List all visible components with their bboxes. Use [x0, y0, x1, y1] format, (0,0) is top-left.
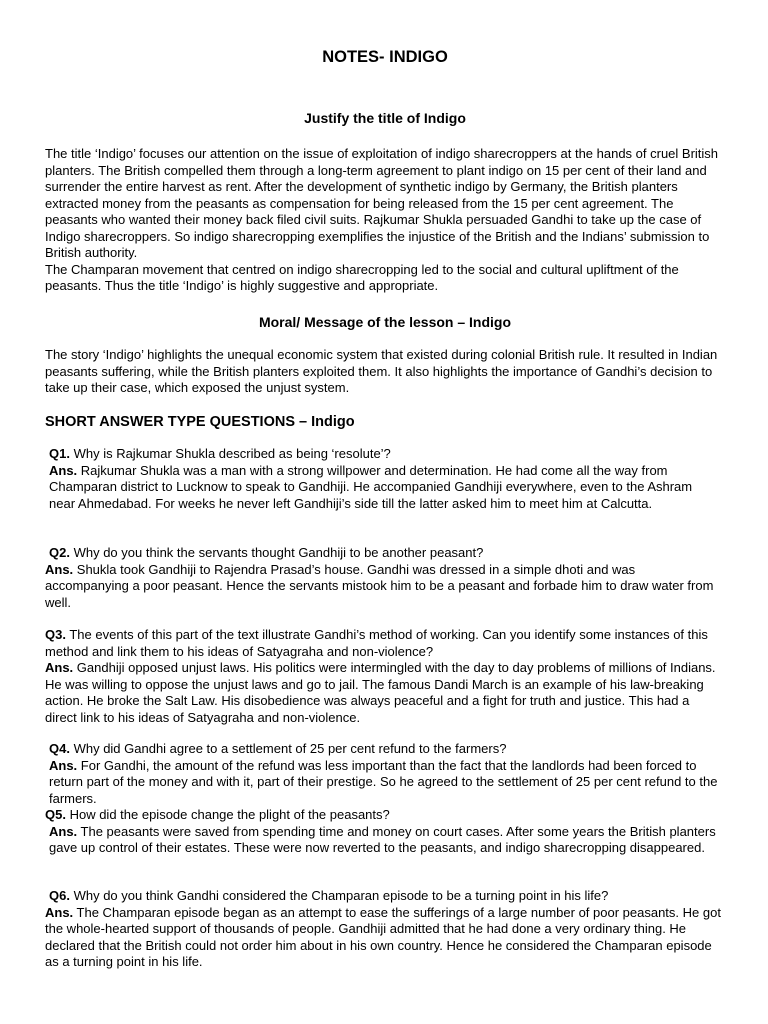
answer-label: Ans.: [45, 561, 74, 577]
question-label: Q6.: [49, 888, 70, 903]
section-heading-moral: Moral/ Message of the lesson – Indigo: [258, 314, 512, 330]
answer-text: For Gandhi, the amount of the refund was less important than the fact that the landlords had been forced to return part of the money and with it, part of their prestige. So he agreed to the settlement of 25 per cent refund to the farmers.: [49, 757, 718, 806]
answer-text: The Champaran episode began as an attempt to ease the sufferings of a large number of poor peasants. He got the whole-hearted support of thousands of people. Gandhiji admitted that he had done a very ordinary thing. He declared that the British could not order him about in his own country. Hence he considered the Champaran episode as a turning point in his life.: [45, 904, 721, 969]
qa-item-6: [45, 888, 721, 971]
moral-paragraph: The story ‘Indigo’ highlights the unequal economic system that existed during colonial British rule. It resulted in Indian peasants suffering, while the British planters exploited them. It also highlights the importance of Gandhi’s decision to take up their case, which exposed the unjust system.: [45, 347, 718, 395]
question-3: [45, 627, 721, 660]
section-heading-justify-title: Justify the title of Indigo: [304, 110, 466, 126]
question-1: [45, 446, 721, 463]
page-title: NOTES- INDIGO: [322, 48, 448, 66]
answer-label: Ans.: [45, 660, 74, 675]
answer-4: [45, 758, 721, 808]
question-text: The events of this part of the text illustrate Gandhi’s method of working. Can you identify some instances of this method and link them to his ideas of Satyagraha and non-violence?: [45, 627, 708, 659]
question-text: How did the episode change the plight of the peasants?: [65, 807, 390, 822]
question-label: Q5.: [45, 807, 66, 822]
question-5: [45, 807, 721, 824]
question-label: Q4.: [49, 741, 70, 756]
question-6: [45, 888, 721, 905]
answer-1: [45, 463, 721, 513]
question-label: Q1.: [49, 446, 70, 461]
question-4: [45, 741, 721, 758]
question-label: Q3.: [45, 627, 66, 642]
justify-title-paragraph-2: The Champaran movement that centred on indigo sharecropping led to the social and cultural upliftment of the peasants. Thus the title ‘Indigo’ is highly suggestive and appropriate.: [45, 261, 679, 293]
question-text: Why do you think Gandhi considered the Champaran episode to be a turning point in his life?: [69, 888, 609, 903]
answer-label: Ans.: [49, 757, 78, 773]
answer-label: Ans.: [45, 904, 74, 920]
answer-3: [45, 660, 721, 726]
answer-6: [45, 905, 721, 971]
answer-5: [45, 824, 721, 857]
question-2: [45, 545, 721, 562]
answer-text: Rajkumar Shukla was a man with a strong willpower and determination. He had come all the way from Champaran district to Lucknow to speak to Gandhiji. He accompanied Gandhiji everywhere, even to the Ashram near Ahmedabad. For weeks he never left Gandhiji’s side till the latter asked him to meet him at Calcutta.: [49, 462, 693, 511]
qa-item-3: [45, 627, 721, 726]
qa-item-1: [45, 446, 721, 512]
answer-2: [45, 562, 721, 612]
answer-text: Shukla took Gandhiji to Rajendra Prasad’s house. Gandhi was dressed in a simple dhoti and was accompanying a poor peasant. Hence the servants mistook him to be a peasant and forbade him to draw water from well.: [45, 561, 714, 610]
answer-text: The peasants were saved from spending time and money on court cases. After some years the British planters gave up control of their estates. These were now reverted to the peasants, and indigo sharecropping disappeared.: [49, 823, 716, 855]
qa-item-2: [45, 545, 721, 611]
qa-item-4-5: [45, 741, 721, 857]
answer-label: Ans.: [49, 462, 78, 478]
question-text: Why do you think the servants thought Gandhiji to be another peasant?: [69, 545, 484, 560]
question-text: Why did Gandhi agree to a settlement of 25 per cent refund to the farmers?: [69, 741, 507, 756]
question-label: Q2.: [49, 545, 70, 560]
section-heading-short-answers: SHORT ANSWER TYPE QUESTIONS – Indigo: [45, 414, 355, 430]
justify-title-text: [45, 146, 725, 295]
answer-text: Gandhiji opposed unjust laws. His politics were intermingled with the day to day problems of millions of Indians. He was willing to oppose the unjust laws and go to jail. The famous Dandi March is an example of his law-breaking action. He broke the Salt Law. His disobedience was always peaceful and a fight for truth and justice. This had a direct link to his ideas of Satyagraha and non-violence.: [45, 660, 716, 725]
question-text: Why is Rajkumar Shukla described as being ‘resolute’?: [69, 446, 391, 461]
answer-label: Ans.: [49, 823, 78, 839]
justify-title-paragraph-1: The title ‘Indigo’ focuses our attention on the issue of exploitation of indigo sharecroppers at the hands of cruel British planters. The British compelled them through a long-term agreement to plant indigo on 15 per cent of their land and surrender the entire harvest as rent. After the development of synthetic indigo by Germany, the British planters extracted money from the peasants as compensation for being released from the 15 per cent agreement. The peasants who wanted their money back filed civil suits. Rajkumar Shukla persuaded Gandhi to take up the case of Indigo sharecroppers. So indigo sharecropping exemplifies the injustice of the British and the Indians’ submission to British authority.: [45, 146, 719, 260]
